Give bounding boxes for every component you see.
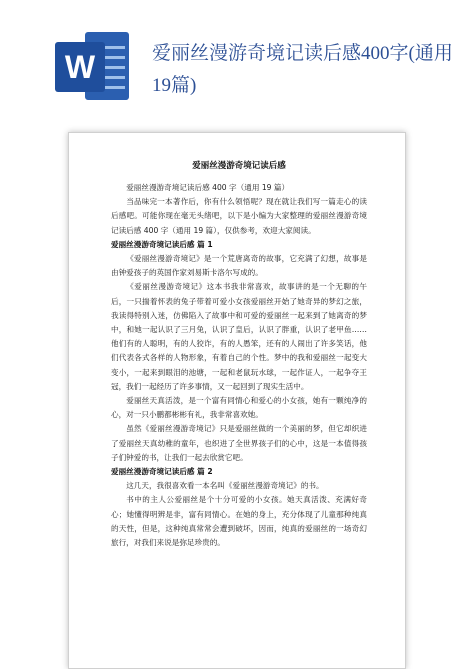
document-subtitle: 爱丽丝漫游奇境记读后感 400 字（通用 19 篇） (126, 183, 290, 192)
body-paragraph: 虽然《爱丽丝漫游奇境记》只是爱丽丝做的一个美丽的梦，但它却织进了爱丽丝天真幼稚的童年，也织进了全世界孩子们的心中，这是一本值得孩子们钟爱的书，让我们一起去欣赏它吧。 (111, 424, 367, 462)
section-heading: 爱丽丝漫游奇境记读后感 篇 2 (111, 467, 213, 477)
document-body (111, 159, 367, 550)
document-title: 爱丽丝漫游奇境记读后感 (192, 161, 286, 171)
document-preview (68, 132, 406, 669)
body-paragraph: 《爱丽丝漫游奇境记》这本书我非常喜欢，故事讲的是一个无聊的午后，一只揣着怀表的兔子带着可爱小女孩爱丽丝开始了她奇异的梦幻之旅，我读得特别入迷，仿佛陷入了故事中和可爱的爱丽丝一起来到了她离奇的梦中，和她一起认识了三月兔，认识了皇后，认识了胖重，认识了老甲鱼……他们有的人聪明，有的人狡诈，有的人愚笨，还有的人闹出了许多笑话，他们代表各式各样的人物形象，有着自己的个性。梦中的我和爱丽丝一起变大变小，一起来到眼泪的池塘，一起和老鼠玩水球，一起作证人，一起争夺王冠，我们一起经历了许多事情，又一起回到了现实生活中。 (111, 282, 367, 391)
intro-paragraph: 当品味完一本著作后，你有什么领悟呢？现在就让我们写一篇走心的读后感吧。可能你现在毫无头绪吧，以下是小编为大家整理的爱丽丝漫游奇境记读后感 400 字（通用 19 篇），仅供参考，欢迎大家阅读。 (111, 197, 367, 235)
page-title: 爱丽丝漫游奇境记读后感400字(通用19篇) (152, 43, 453, 96)
word-icon-letter: W (64, 49, 96, 85)
word-document-icon (55, 26, 133, 104)
body-paragraph: 这几天，我很喜欢看一本名叫《爱丽丝漫游奇境记》的书。 (126, 481, 324, 491)
body-paragraph: 书中的主人公爱丽丝是个十分可爱的小女孩。她天真活泼、充满好奇心；她懂得明辨是非，富有同情心。在她的身上，充分体现了儿童那种纯真的天性，但是，这种纯真常常会遭到破坏，因而，纯真的爱丽丝的一场奇幻旅行，对我们来说是弥足珍贵的。 (111, 495, 367, 548)
bottom-fade (69, 628, 405, 668)
body-paragraph: 《爱丽丝漫游奇境记》是一个荒唐离奇的故事，它充满了幻想，故事是由钟爱孩子的英国作家刘易斯卡洛尔写成的。 (111, 254, 367, 278)
word-icon-tile (55, 42, 105, 92)
header-banner (0, 0, 474, 130)
section-heading: 爱丽丝漫游奇境记读后感 篇 1 (111, 239, 213, 249)
body-paragraph: 爱丽丝天真活泼，是一个富有同情心和爱心的小女孩，她有一颗纯净的心，对一只小鹏都彬彬有礼，我非常喜欢她。 (111, 396, 367, 420)
